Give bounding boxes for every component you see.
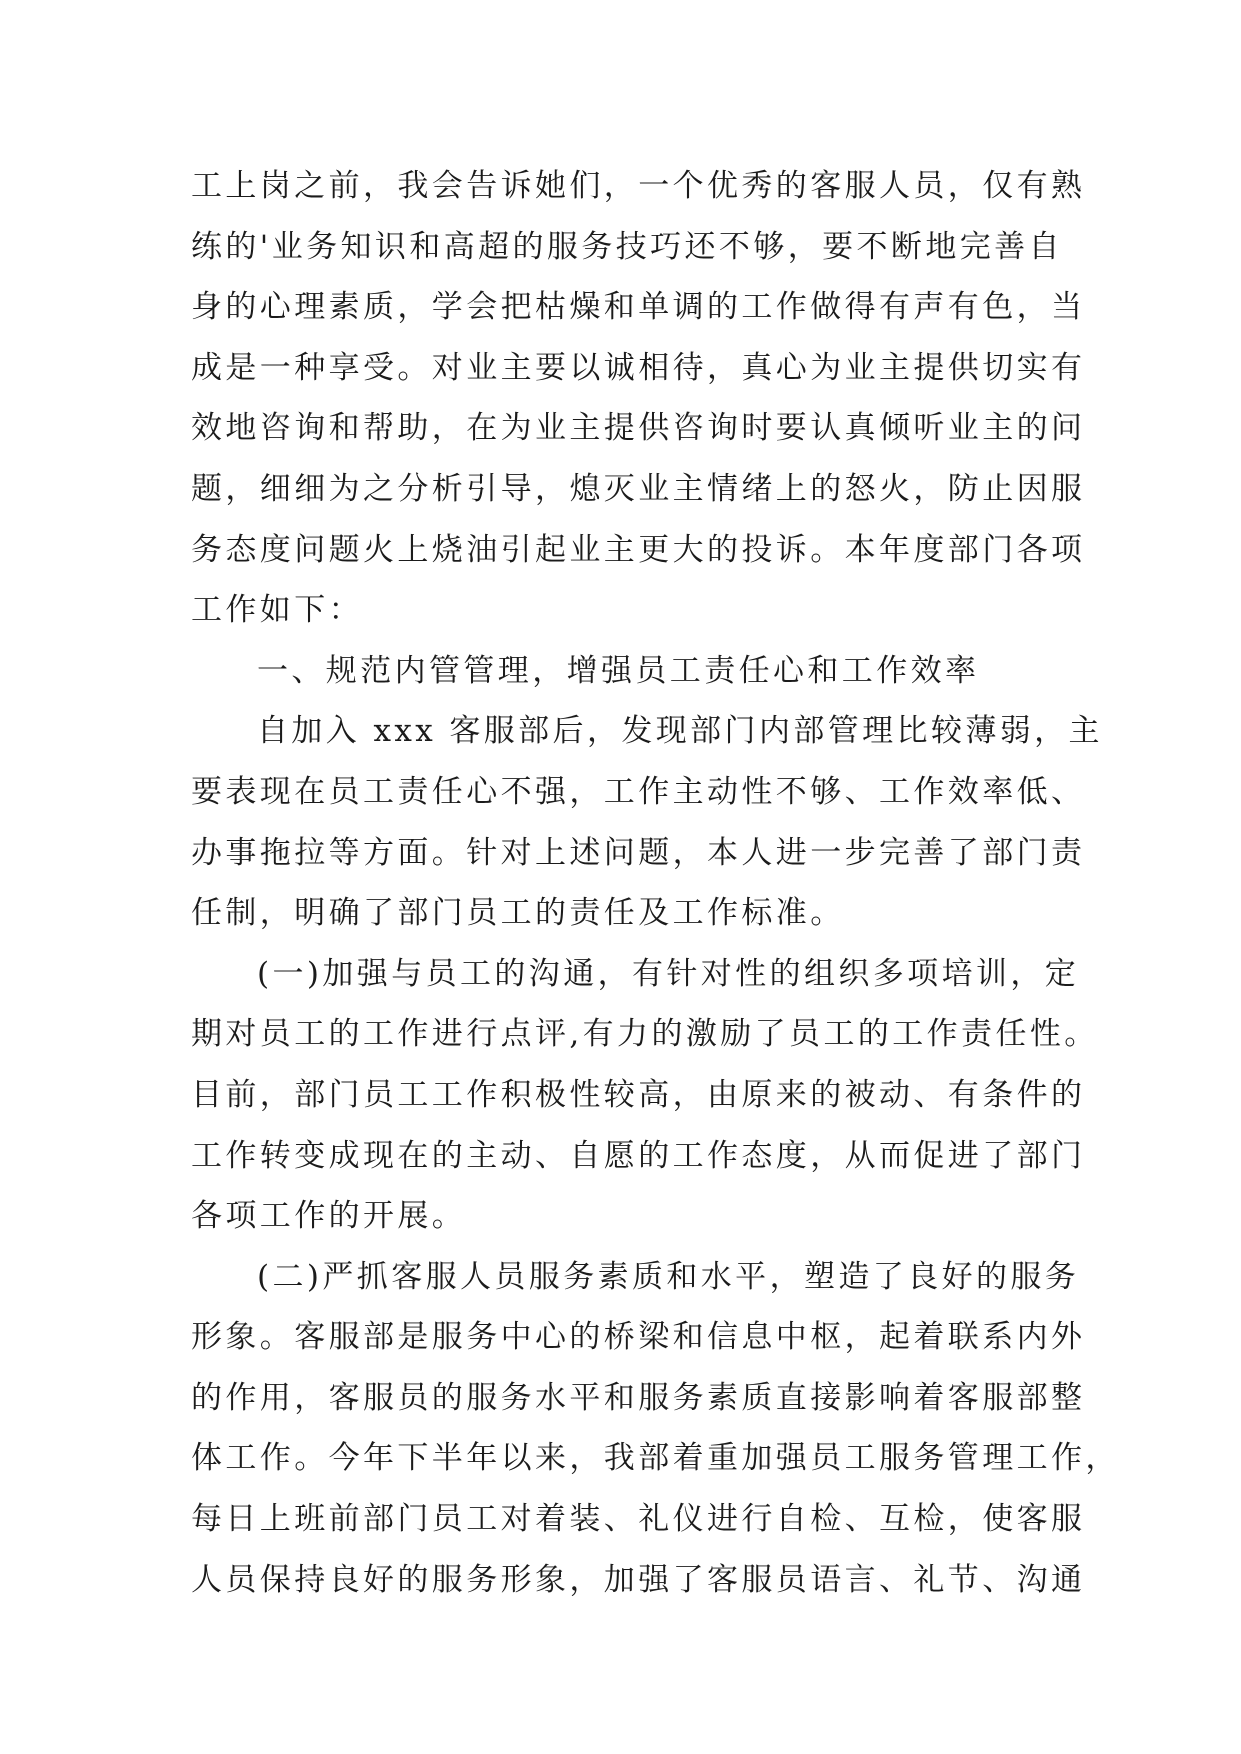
- subsection-start: (二)严抓客服人员服务素质和水平，塑造了良好的服务: [257, 1258, 1080, 1295]
- text-line: 期对员工的工作进行点评,有力的激励了员工的工作责任性。: [191, 1016, 1099, 1053]
- text-line: 效地咨询和帮助，在为业主提供咨询时要认真倾听业主的问: [191, 410, 1086, 447]
- section-heading: 一、规范内管管理，增强员工责任心和工作效率: [257, 652, 980, 689]
- text-line: 各项工作的开展。: [191, 1198, 467, 1235]
- text-line: 练的'业务知识和高超的服务技巧还不够，要不断地完善自: [191, 228, 1063, 265]
- text-line: 任制，明确了部门员工的责任及工作标准。: [191, 895, 845, 932]
- text-line: 题，细细为之分析引导，熄灭业主情绪上的怒火，防止因服: [191, 470, 1086, 507]
- text-line: 目前，部门员工工作积极性较高，由原来的被动、有条件的: [191, 1076, 1086, 1113]
- text-line: 形象。客服部是服务中心的桥梁和信息中枢，起着联系内外: [191, 1319, 1086, 1356]
- text-line: 人员保持良好的服务形象，加强了客服员语言、礼节、沟通: [191, 1561, 1086, 1598]
- text-line: 身的心理素质，学会把枯燥和单调的工作做得有声有色，当: [191, 289, 1086, 326]
- text-line: 工上岗之前，我会告诉她们，一个优秀的客服人员，仅有熟: [191, 168, 1086, 204]
- text-line: 办事拖拉等方面。针对上述问题，本人进一步完善了部门责: [191, 834, 1086, 871]
- text-line: 的作用，客服员的服务水平和服务素质直接影响着客服部整: [191, 1379, 1086, 1416]
- subsection-start: (一)加强与员工的沟通，有针对性的组织多项培训，定: [257, 955, 1080, 992]
- text-line: 工作如下：: [191, 592, 363, 629]
- text-line: 务态度问题火上烧油引起业主更大的投诉。本年度部门各项: [191, 531, 1086, 568]
- text-line: 体工作。今年下半年以来，我部着重加强员工服务管理工作，: [191, 1440, 1120, 1477]
- text-line: 工作转变成现在的主动、自愿的工作态度，从而促进了部门: [191, 1137, 1086, 1174]
- paragraph-start: 自加入 xxx 客服部后，发现部门内部管理比较薄弱，主: [257, 713, 1103, 750]
- text-line: 要表现在员工责任心不强，工作主动性不够、工作效率低、: [191, 773, 1086, 810]
- text-line: 每日上班前部门员工对着装、礼仪进行自检、互检，使客服: [191, 1501, 1086, 1538]
- text-line: 成是一种享受。对业主要以诚相待，真心为业主提供切实有: [191, 349, 1086, 386]
- body-text: [191, 156, 1120, 1610]
